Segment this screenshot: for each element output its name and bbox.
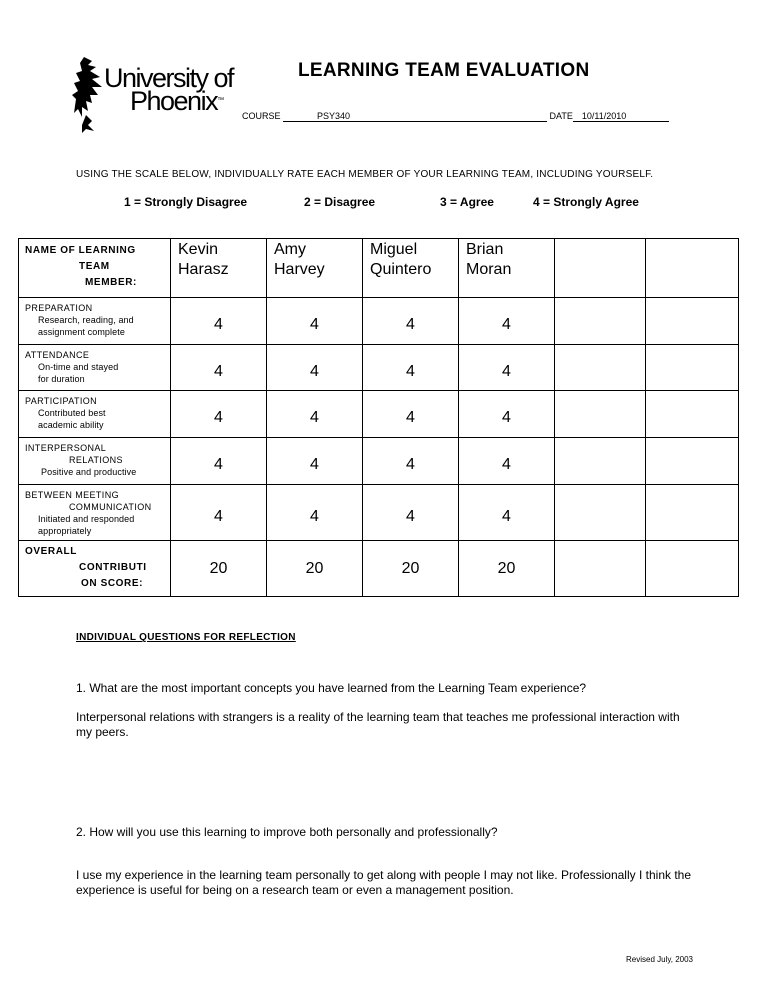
criteria-row-communication bbox=[19, 485, 739, 541]
member-name[interactable] bbox=[646, 239, 739, 298]
score-cell[interactable] bbox=[555, 485, 646, 541]
date-field[interactable]: 10/11/2010 bbox=[573, 111, 669, 122]
revision-note: Revised July, 2003 bbox=[626, 955, 693, 964]
total-score-cell[interactable]: 20 bbox=[363, 541, 459, 597]
criteria-row-interpersonal bbox=[19, 438, 739, 485]
scale-1: 1 = Strongly Disagree bbox=[124, 195, 248, 209]
score-cell[interactable]: 4 bbox=[267, 438, 363, 485]
course-date-line bbox=[242, 111, 669, 122]
criteria-row-attendance bbox=[19, 345, 739, 391]
member-name[interactable]: Brian Moran bbox=[459, 239, 555, 298]
score-cell[interactable] bbox=[646, 345, 739, 391]
score-cell[interactable]: 4 bbox=[459, 345, 555, 391]
score-cell[interactable] bbox=[555, 438, 646, 485]
score-cell[interactable]: 4 bbox=[363, 438, 459, 485]
score-cell[interactable] bbox=[555, 298, 646, 345]
score-cell[interactable] bbox=[646, 438, 739, 485]
score-cell[interactable] bbox=[646, 485, 739, 541]
score-cell[interactable]: 4 bbox=[363, 298, 459, 345]
total-score-cell[interactable] bbox=[555, 541, 646, 597]
score-cell[interactable]: 4 bbox=[267, 485, 363, 541]
form-title: LEARNING TEAM EVALUATION bbox=[298, 60, 590, 81]
score-cell[interactable]: 4 bbox=[363, 345, 459, 391]
question-2: 2. How will you use this learning to improve both personally and professionally? bbox=[76, 825, 498, 839]
overall-label: OVERALL CONTRIBUTI ON SCORE: bbox=[19, 541, 171, 597]
criteria-row-participation bbox=[19, 391, 739, 438]
score-cell[interactable] bbox=[646, 391, 739, 438]
overall-row bbox=[19, 541, 739, 597]
score-cell[interactable]: 4 bbox=[267, 391, 363, 438]
score-cell[interactable]: 4 bbox=[459, 298, 555, 345]
member-header-label: NAME OF LEARNING TEAM MEMBER: bbox=[19, 239, 171, 298]
member-name[interactable]: Miguel Quintero bbox=[363, 239, 459, 298]
score-cell[interactable]: 4 bbox=[171, 485, 267, 541]
header-row bbox=[19, 239, 739, 298]
score-cell[interactable]: 4 bbox=[459, 485, 555, 541]
score-cell[interactable]: 4 bbox=[267, 345, 363, 391]
total-score-cell[interactable] bbox=[646, 541, 739, 597]
member-name[interactable] bbox=[555, 239, 646, 298]
answer-1[interactable]: Interpersonal relations with strangers is a reality of the learning team that teaches me professional interaction with my peers. bbox=[76, 710, 680, 739]
criteria-label: ATTENDANCE On-time and stayed for duration bbox=[19, 345, 171, 391]
score-cell[interactable]: 4 bbox=[171, 298, 267, 345]
member-name[interactable]: Amy Harvey bbox=[267, 239, 363, 298]
criteria-label: BETWEEN MEETING COMMUNICATION Initiated and responded appropriately bbox=[19, 485, 171, 541]
criteria-label: INTERPERSONAL RELATIONS Positive and productive bbox=[19, 438, 171, 485]
scale-2: 2 = Disagree bbox=[304, 195, 376, 209]
score-cell[interactable] bbox=[555, 345, 646, 391]
score-cell[interactable]: 4 bbox=[267, 298, 363, 345]
score-cell[interactable]: 4 bbox=[171, 391, 267, 438]
total-score-cell[interactable]: 20 bbox=[459, 541, 555, 597]
course-field[interactable]: PSY340 bbox=[283, 111, 547, 122]
member-name[interactable]: Kevin Harasz bbox=[171, 239, 267, 298]
scale-4: 4 = Strongly Agree bbox=[533, 195, 639, 209]
date-label: DATE bbox=[549, 111, 573, 121]
criteria-row-preparation bbox=[19, 298, 739, 345]
score-cell[interactable]: 4 bbox=[363, 391, 459, 438]
criteria-label: PREPARATION Research, reading, and assignment complete bbox=[19, 298, 171, 345]
university-logo bbox=[70, 55, 240, 135]
question-1: 1. What are the most important concepts you have learned from the Learning Team experience? bbox=[76, 681, 587, 695]
criteria-label: PARTICIPATION Contributed best academic ability bbox=[19, 391, 171, 438]
instruction-text: USING THE SCALE BELOW, INDIVIDUALLY RATE EACH MEMBER OF YOUR LEARNING TEAM, INCLUDING YOURSELF. bbox=[76, 169, 654, 180]
score-cell[interactable]: 4 bbox=[171, 345, 267, 391]
logo-line-2: Phoenix™ bbox=[130, 86, 225, 116]
scale-3: 3 = Agree bbox=[440, 195, 494, 209]
score-cell[interactable]: 4 bbox=[459, 438, 555, 485]
logo-line-1: University of bbox=[104, 63, 234, 93]
score-cell[interactable] bbox=[646, 298, 739, 345]
reflection-heading: INDIVIDUAL QUESTIONS FOR REFLECTION bbox=[76, 632, 296, 643]
total-score-cell[interactable]: 20 bbox=[171, 541, 267, 597]
score-cell[interactable]: 4 bbox=[363, 485, 459, 541]
score-cell[interactable] bbox=[555, 391, 646, 438]
course-label: COURSE bbox=[242, 111, 281, 121]
score-cell[interactable]: 4 bbox=[171, 438, 267, 485]
score-cell[interactable]: 4 bbox=[459, 391, 555, 438]
total-score-cell[interactable]: 20 bbox=[267, 541, 363, 597]
evaluation-table bbox=[18, 238, 739, 597]
answer-2[interactable]: I use my experience in the learning team personally to get along with people I may not like. Professionally I think the experience is useful for being on a research team or even a management position. bbox=[76, 868, 692, 897]
